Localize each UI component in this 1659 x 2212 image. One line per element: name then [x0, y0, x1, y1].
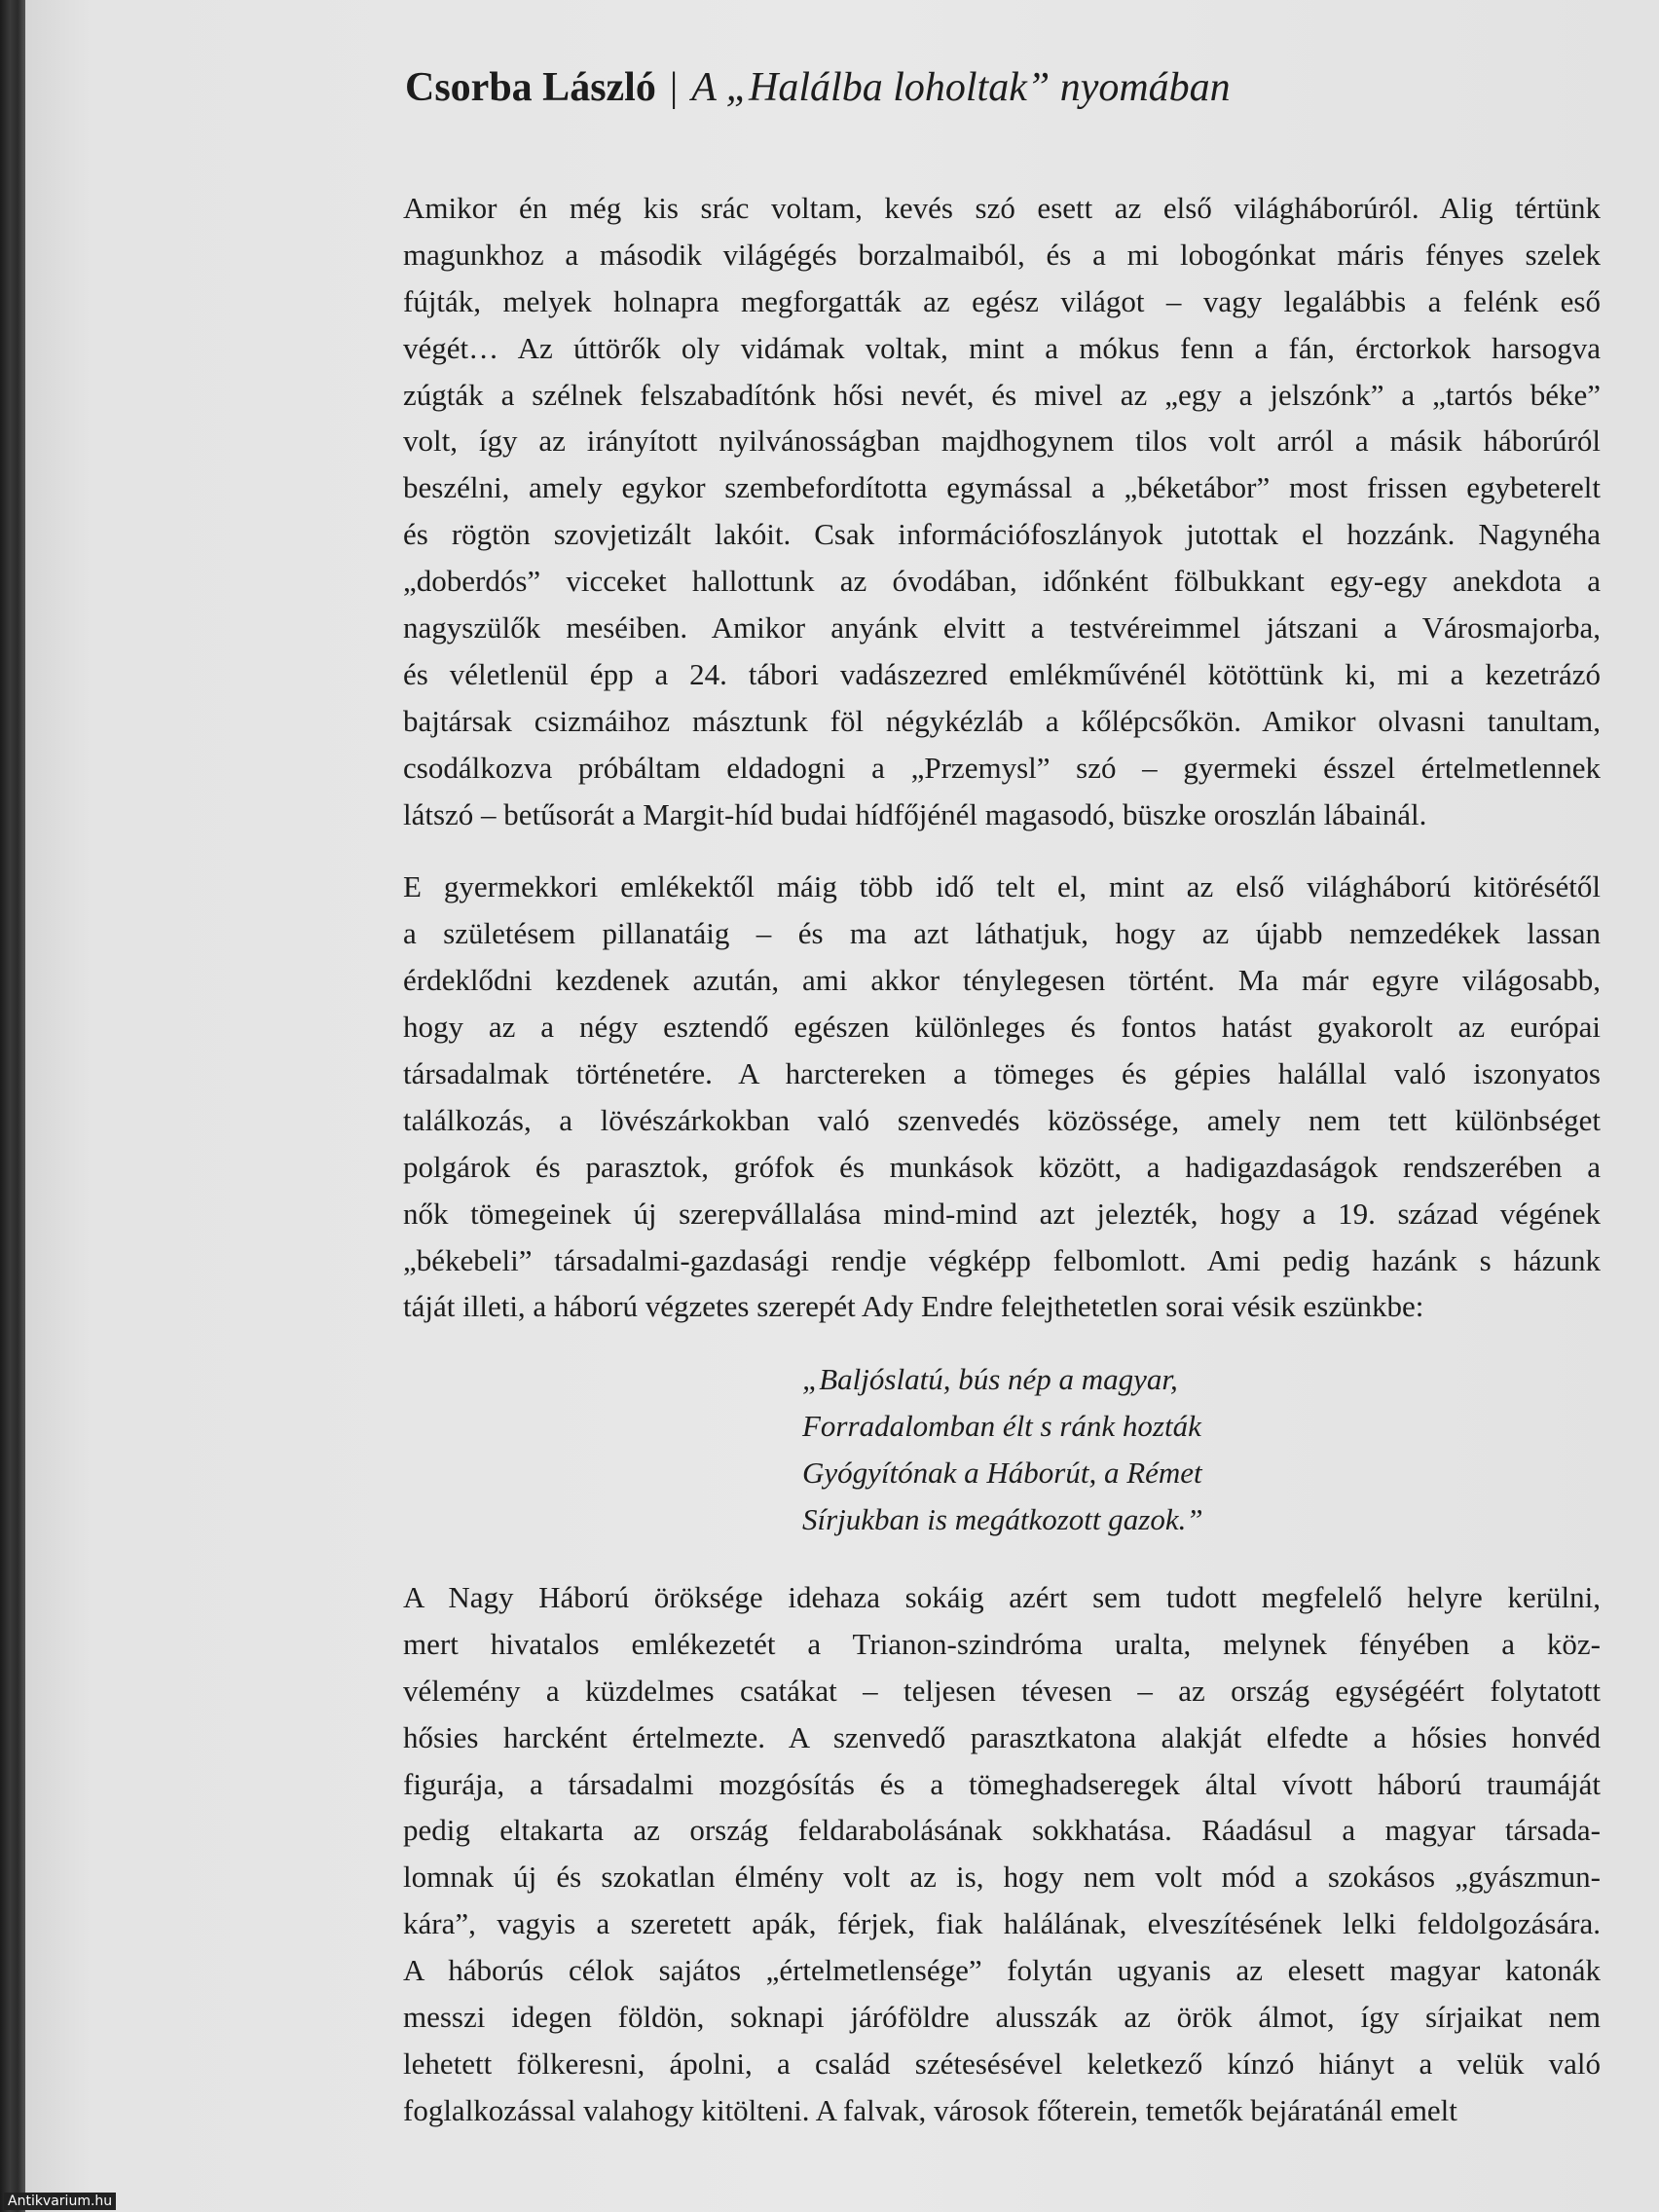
- author-name: Csorba László: [405, 65, 656, 110]
- text-line: társadalmak történetére. A harctereken a tömeges és gépies halállal való iszonyatos: [403, 1056, 1601, 1091]
- text-line: hogy az a négy esztendő egészen különleges és fontos hatást gyakorolt az európai: [403, 1010, 1601, 1045]
- text-line: kára”, vagyis a szeretett apák, férjek, fiak halálának, elveszítésének lelki feldolgozására.: [403, 1906, 1601, 1941]
- poem-line: „Baljóslatú, bús nép a magyar,: [802, 1362, 1178, 1397]
- text-line: beszélni, amely egykor szembefordította egymással a „béketábor” most frissen egybeterelt: [403, 470, 1601, 505]
- paragraph-1: [403, 185, 1601, 837]
- text-line: lehetett fölkeresni, ápolni, a család szétesésével keletkező kínzó hiányt a velük való: [403, 2046, 1601, 2081]
- text-line: polgárok és parasztok, grófok és munkások között, a hadigazdaságok rendszerében a: [403, 1149, 1601, 1184]
- left-page-edge: [0, 0, 25, 2212]
- text-line: foglalkozással valahogy kitölteni. A falvak, városok főterein, temetők bejáratánál emelt: [403, 2092, 1457, 2127]
- poem-line: Sírjukban is megátkozott gazok.”: [802, 1502, 1203, 1537]
- paragraph-3: [403, 1574, 1601, 2134]
- page-header: [405, 64, 1231, 111]
- text-line: csodálkozva próbáltam eldadogni a „Przemysl” szó – gyermeki ésszel értelmetlennek: [403, 750, 1601, 785]
- poem-line: Gyógyítónak a Háborút, a Rémet: [802, 1456, 1202, 1491]
- poem-quote: [802, 1356, 1601, 1543]
- text-line: pedig eltakarta az ország feldarabolásának sokkhatása. Ráadásul a magyar társada-: [403, 1813, 1601, 1848]
- text-line: és véletlenül épp a 24. tábori vadászezred emlékművénél kötöttünk ki, mi a kezetrázó: [403, 656, 1601, 691]
- poem-line: Forradalomban élt s ránk hozták: [802, 1409, 1201, 1444]
- text-line: találkozás, a lövészárkokban való szenvedés közössége, amely nem tett különbséget: [403, 1102, 1601, 1137]
- text-line: vélemény a küzdelmes csatákat – teljesen tévesen – az ország egységéért folytatott: [403, 1673, 1601, 1708]
- paragraph-2: [403, 864, 1601, 1330]
- essay-body: [403, 185, 1601, 2160]
- text-line: zúgták a szélnek felszabadítónk hősi nevét, és mivel az „egy a jelszónk” a „tartós béke”: [403, 377, 1601, 412]
- watermark: Antikvarium.hu: [4, 2193, 116, 2210]
- text-line: E gyermekkori emlékektől máig több idő telt el, mint az első világháború kitörésétől: [403, 869, 1601, 904]
- text-line: végét… Az úttörők oly vidámak voltak, mint a mókus fenn a fán, érctorkok harsogva: [403, 330, 1601, 365]
- text-line: hősies harcként értelmezte. A szenvedő parasztkatona alakját elfedte a hősies honvéd: [403, 1719, 1601, 1754]
- text-line: „doberdós” vicceket hallottunk az óvodában, időnként fölbukkant egy-egy anekdota a: [403, 564, 1601, 599]
- text-line: nők tömegeinek új szerepvállalása mind-mind azt jelezték, hogy a 19. század végének: [403, 1196, 1601, 1231]
- text-line: bajtársak csizmáihoz másztunk föl négykézláb a kőlépcsőkön. Amikor olvasni tanultam,: [403, 703, 1601, 738]
- text-line: mert hivatalos emlékezetét a Trianon-szindróma uralta, melynek fényében a köz-: [403, 1626, 1601, 1661]
- text-line: lomnak új és szokatlan élmény volt az is, hogy nem volt mód a szokásos „gyászmun-: [403, 1860, 1601, 1895]
- text-line: magunkhoz a második világégés borzalmaiból, és a mi lobogónkat máris fényes szelek: [403, 237, 1601, 272]
- header-separator: |: [669, 65, 679, 110]
- text-line: figurája, a társadalmi mozgósítás és a tömeghadseregek által vívott háború traumáját: [403, 1766, 1601, 1801]
- text-line: táját illeti, a háború végzetes szerepét Ady Endre felejthetetlen sorai vésik eszünkbe:: [403, 1289, 1424, 1324]
- text-line: érdeklődni kezdenek azután, ami akkor ténylegesen történt. Ma már egyre világosabb,: [403, 963, 1601, 998]
- text-line: messzi idegen földön, soknapi járóföldre alusszák az örök álmot, így sírjaikat nem: [403, 1999, 1601, 2034]
- text-line: A háborús célok sajátos „értelmetlensége” folytán ugyanis az elesett magyar katonák: [403, 1953, 1601, 1988]
- book-page: [25, 0, 1659, 2212]
- text-line: és rögtön szovjetizált lakóit. Csak információfoszlányok jutottak el hozzánk. Nagynéha: [403, 517, 1601, 552]
- text-line: nagyszülők meséiben. Amikor anyánk elvitt a testvéreimmel játszani a Városmajorba,: [403, 610, 1601, 645]
- text-line: volt, így az irányított nyilvánosságban majdhogynem tilos volt arról a másik háborúról: [403, 424, 1601, 459]
- text-line: Amikor én még kis srác voltam, kevés szó esett az első világháborúról. Alig tértünk: [403, 191, 1601, 225]
- text-line: a születésem pillanatáig – és ma azt láthatjuk, hogy az újabb nemzedékek lassan: [403, 916, 1601, 951]
- essay-title: A „Halálba loholtak” nyomában: [691, 65, 1231, 110]
- text-line: „békebeli” társadalmi-gazdasági rendje végképp felbomlott. Ami pedig hazánk s házunk: [403, 1242, 1601, 1277]
- text-line: A Nagy Háború öröksége idehaza sokáig azért sem tudott megfelelő helyre kerülni,: [403, 1579, 1601, 1614]
- text-line: látszó – betűsorát a Margit-híd budai hídfőjénél magasodó, büszke oroszlán lábainál.: [403, 796, 1427, 831]
- text-line: fújták, melyek holnapra megforgatták az egész világot – vagy legalábbis a felénk eső: [403, 283, 1601, 318]
